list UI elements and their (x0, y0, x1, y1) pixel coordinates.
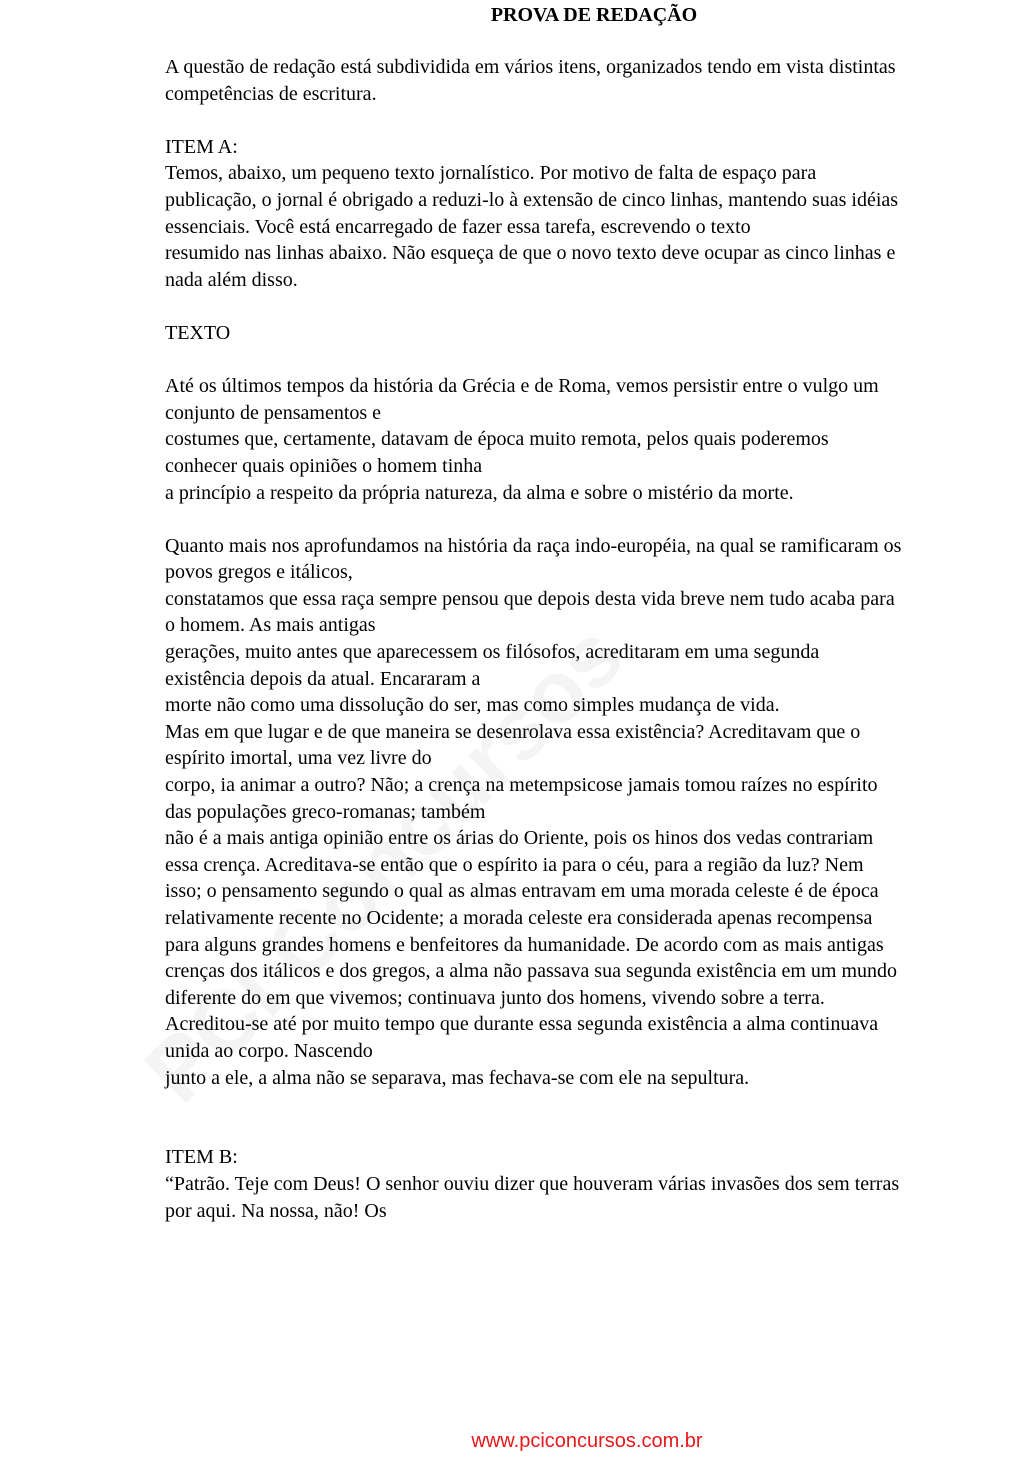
text-line: das populações greco-romanas; também (165, 800, 486, 823)
texto-paragraph-2 (165, 533, 1024, 1091)
text-line: a princípio a respeito da própria natureza, da alma e sobre o mistério da morte. (165, 481, 794, 504)
item-a-section (165, 134, 1024, 294)
texto-paragraph-1 (165, 373, 1024, 506)
texto-heading: TEXTO (165, 321, 231, 344)
text-line: A questão de redação está subdividida em vários itens, organizados tendo em vista distintas (165, 56, 896, 78)
text-line: espírito imortal, uma vez livre do (165, 747, 432, 770)
text-line: crenças dos itálicos e dos gregos, a alma não passava sua segunda existência em um mundo (165, 960, 898, 983)
text-line: isso; o pensamento segundo o qual as almas entravam em uma morada celeste é de época (165, 880, 879, 903)
text-line: conhecer quais opiniões o homem tinha (165, 454, 483, 477)
text-line: competências de escritura. (165, 82, 377, 105)
text-line: existência depois da atual. Encararam a (165, 667, 481, 690)
footer-url: www.pciconcursos.com.br (471, 1430, 703, 1452)
text-line: gerações, muito antes que aparecessem os filósofos, acreditaram em uma segunda (165, 641, 820, 664)
page-title: PROVA DE REDAÇÃO (490, 4, 698, 26)
intro-paragraph (165, 54, 1024, 107)
text-line: conjunto de pensamentos e (165, 401, 382, 424)
text-line: corpo, ia animar a outro? Não; a crença na metempsicose jamais tomou raízes no espírito (165, 774, 878, 797)
text-line: publicação, o jornal é obrigado a reduzi-lo à extensão de cinco linhas, mantendo suas idéias (165, 188, 899, 211)
text-line: relativamente recente no Ocidente; a morada celeste era considerada apenas recompensa (165, 907, 873, 929)
text-line: constatamos que essa raça sempre pensou que depois desta vida breve nem tudo acaba para (165, 587, 895, 610)
item-a-heading: ITEM A: (165, 135, 238, 158)
text-line: “Patrão. Teje com Deus! O senhor ouviu dizer que houveram várias invasões dos sem terras (165, 1172, 900, 1195)
item-b-heading: ITEM B: (165, 1146, 238, 1169)
text-line: não é a mais antiga opinião entre os árias do Oriente, pois os hinos dos vedas contrariam (165, 827, 874, 850)
text-line: diferente do em que vivemos; continuava junto dos homens, vivendo sobre a terra. (165, 986, 825, 1009)
text-line: essa crença. Acreditava-se então que o espírito ia para o céu, para a região da luz? Nem (165, 853, 864, 876)
text-line: Até os últimos tempos da história da Grécia e de Roma, vemos persistir entre o vulgo um (165, 375, 879, 398)
text-line: costumes que, certamente, datavam de época muito remota, pelos quais poderemos (165, 428, 829, 451)
text-line: nada além disso. (165, 268, 298, 291)
text-line: unida ao corpo. Nascendo (165, 1039, 373, 1062)
text-line: Mas em que lugar e de que maneira se desenrolava essa existência? Acreditavam que o (165, 720, 861, 743)
text-line: resumido nas linhas abaixo. Não esqueça de que o novo texto deve ocupar as cinco linhas e (165, 242, 896, 265)
text-line: morte não como uma dissolução do ser, mas como simples mudança de vida. (165, 694, 780, 717)
text-line: Temos, abaixo, um pequeno texto jornalístico. Por motivo de falta de espaço para (165, 162, 817, 185)
text-line: para alguns grandes homens e benfeitores da humanidade. De acordo com as mais antigas (165, 933, 884, 956)
text-line: povos gregos e itálicos, (165, 561, 353, 584)
text-line: Acreditou-se até por muito tempo que durante essa segunda existência a alma continuava (165, 1013, 879, 1036)
text-line: junto a ele, a alma não se separava, mas fechava-se com ele na sepultura. (165, 1066, 750, 1089)
text-line: essenciais. Você está encarregado de fazer essa tarefa, escrevendo o texto (165, 215, 751, 238)
item-b-section (165, 1144, 1024, 1224)
text-line: Quanto mais nos aprofundamos na história da raça indo-européia, na qual se ramificaram os (165, 534, 902, 557)
text-line: por aqui. Na nossa, não! Os (165, 1199, 387, 1222)
document-body (165, 54, 1024, 1224)
text-line: o homem. As mais antigas (165, 614, 376, 637)
